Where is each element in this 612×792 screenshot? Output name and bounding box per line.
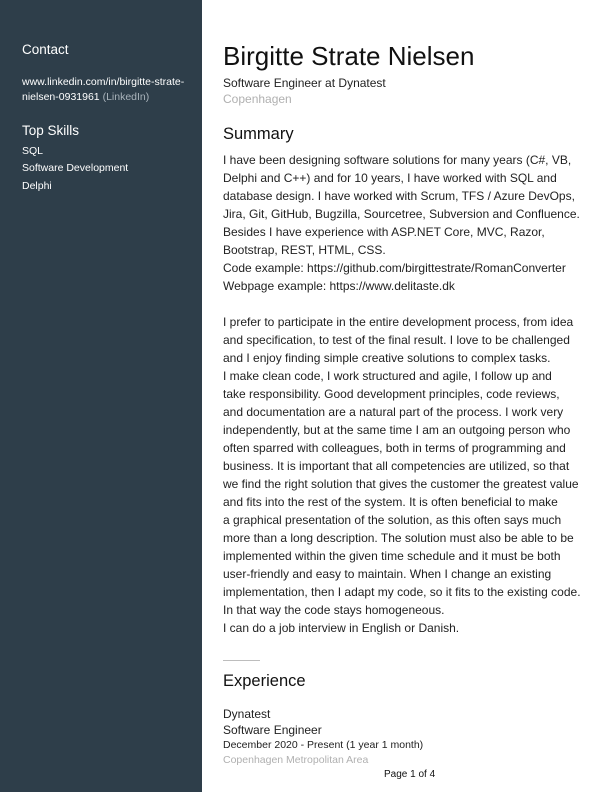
summary-line: and fits into the rest of the system. It is often beneficial to make <box>223 495 558 509</box>
experience-location: Copenhagen Metropolitan Area <box>223 754 369 766</box>
summary-line: user-friendly and easy to maintain. When I change an existing <box>223 567 552 581</box>
summary-title: Summary <box>223 125 294 143</box>
summary-line: and I enjoy finding simple creative solutions to complex tasks. <box>223 351 551 365</box>
summary-line: we find the right solution that gives the customer the greatest value <box>223 477 579 491</box>
summary-line: more than a long description. The solution must also be able to be <box>223 531 574 545</box>
skill-item: Delphi <box>22 180 52 192</box>
summary-line: Code example: https://github.com/birgittestrate/RomanConverter <box>223 261 566 275</box>
summary-line: Delphi and C++) and for 10 years, I have worked with SQL and <box>223 171 557 185</box>
summary-line: take responsibility. Good development principles, code reviews, <box>223 387 560 401</box>
summary-line: implementation, then I adapt my code, so it fits to the existing code. <box>223 585 581 599</box>
summary-line: business. It is important that all competencies are utilized, so that <box>223 459 570 473</box>
experience-dates: December 2020 - Present (1 year 1 month) <box>223 739 424 751</box>
experience-role: Software Engineer <box>223 723 322 737</box>
summary-line: a graphical presentation of the solution, as this often says much <box>223 513 562 527</box>
linkedin-url-line2: nielsen-0931961 <box>22 91 100 103</box>
summary-line: Bootstrap, REST, HTML, CSS. <box>223 243 386 257</box>
summary-line: implemented within the given time schedule and it must be both <box>223 549 561 563</box>
person-name: Birgitte Strate Nielsen <box>223 41 475 71</box>
summary-paragraph-1 <box>223 151 593 295</box>
summary-line: and specification, to test of the final result. I love to be challenged <box>223 333 570 347</box>
summary-line: database design. I have worked with Scrum, TFS / Azure DevOps, <box>223 189 575 203</box>
experience-company: Dynatest <box>223 707 271 721</box>
summary-line: and documentation are a natural part of the process. I work very <box>223 405 564 419</box>
location: Copenhagen <box>223 92 292 106</box>
skill-item: Software Development <box>22 162 129 174</box>
linkedin-url-line1: www.linkedin.com/in/birgitte-strate- <box>22 76 185 88</box>
summary-line: In that way the code stays homogeneous. <box>223 603 445 617</box>
summary-line: I can do a job interview in English or Danish. <box>223 621 460 635</box>
contact-heading: Contact <box>22 42 69 57</box>
summary-line: Webpage example: https://www.delitaste.dk <box>223 279 455 293</box>
page-number: Page 1 of 4 <box>384 769 436 780</box>
linkedin-link[interactable] <box>22 75 184 105</box>
summary-line: I prefer to participate in the entire development process, from idea <box>223 315 574 329</box>
summary-line: Besides I have experience with ASP.NET Core, MVC, Razor, <box>223 225 545 239</box>
experience-title: Experience <box>223 672 306 690</box>
section-divider <box>223 660 260 661</box>
summary-paragraph-2 <box>223 313 593 637</box>
skill-item: SQL <box>22 145 44 157</box>
headline: Software Engineer at Dynatest <box>223 76 386 90</box>
sidebar <box>0 0 202 792</box>
linkedin-label: (LinkedIn) <box>102 91 150 103</box>
summary-line: independently, but at the same time I am an outgoing person who <box>223 423 571 437</box>
summary-line: often sparred with colleagues, both in terms of programming and <box>223 441 566 455</box>
summary-line: I make clean code, I work structured and agile, I follow up and <box>223 369 552 383</box>
top-skills-heading: Top Skills <box>22 123 80 138</box>
summary-line: I have been designing software solutions for many years (C#, VB, <box>223 153 572 167</box>
summary-line: Jira, Git, GitHub, Bugzilla, Sourcetree, Subversion and Confluence. <box>223 207 580 221</box>
